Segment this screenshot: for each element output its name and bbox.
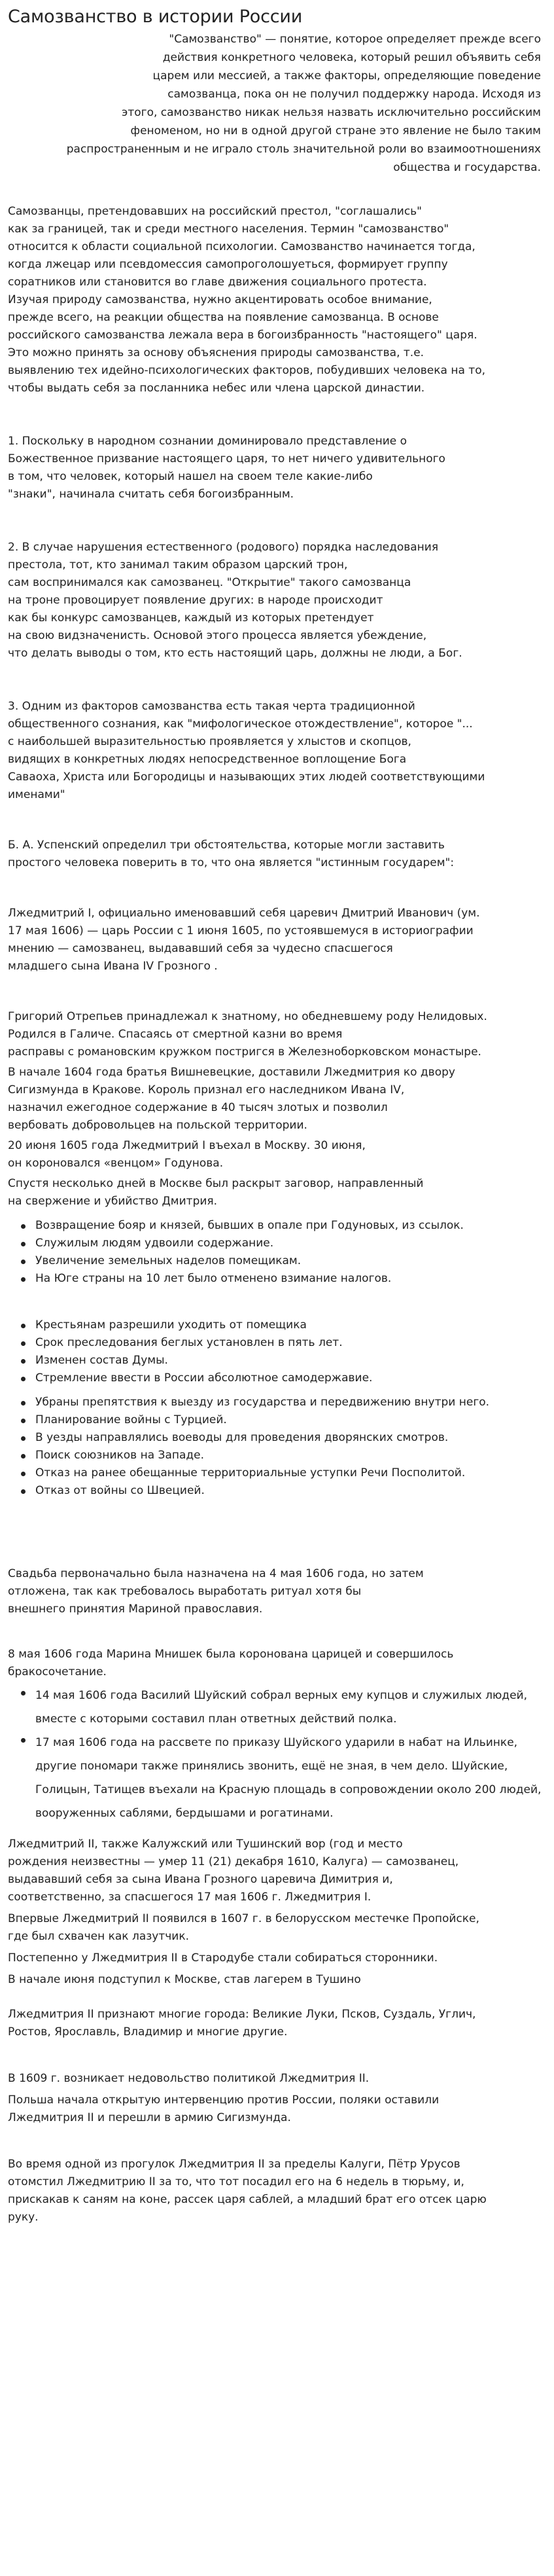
reforms-list-a <box>8 1217 546 1288</box>
reforms-list-c <box>8 1394 546 1500</box>
list-item: Убраны препятствия к выезду из государства и передвижению внутри него. <box>35 1394 546 1411</box>
list-item: Крестьянам разрешили уходить от помещика <box>35 1316 546 1334</box>
point-1-paragraph: 1. Поскольку в народном сознании доминировало представление о Божественное призвание настоящего царя, то нет ничего удивительного в том, что человек, который нашел на своем теле какие-либо "знаки", начинала считать себя богоизбранным. <box>8 435 445 501</box>
page-title: Самозванство в истории России <box>8 7 303 27</box>
list-item: Срок преследования беглых установлен в пять лет. <box>35 1334 546 1352</box>
tushino-paragraph: В начале июня подступил к Москве, став лагерем в Тушино <box>8 1973 361 1986</box>
year-1604-paragraph: В начале 1604 года братья Вишневецкие, доставили Лжедмитрия ко двору Сигизмунда в Кракове. Король признал его наследником Ивана IV, назначил ежегодное содержание в 40 тысяч злотых и позволил вербовать добровольцев на польской территории. <box>8 1066 455 1132</box>
list-item: Изменен состав Думы. <box>35 1352 546 1370</box>
false-dmitry-2-paragraph: Лжедмитрий II, также Калужский или Тушинский вор (год и место рождения неизвестны — умер 11 (21) декабря 1610, Калуга) — самозванец, выдававший себя за сына Ивана Грозного царевича Димитрия и, соответственно, за спасшегося 17 мая 1606 г. Лжедмитрия I. <box>8 1838 459 1904</box>
list-item: Отказ на ранее обещанные территориальные уступки Речи Посполитой. <box>35 1464 546 1482</box>
cities-paragraph: Лжедмитрия II признают многие города: Великие Луки, Псков, Суздаль, Углич, Ростов, Ярославль, Владимир и многие другие. <box>8 2008 476 2039</box>
list-item: Планирование войны с Турцией. <box>35 1411 546 1429</box>
may-8-paragraph: 8 мая 1606 года Марина Мнишек была коронована царицей и совершилось бракосочетание. <box>8 1648 454 1678</box>
intro-paragraph: Самозванцы, претендовавших на российский престол, "соглашались" как за границей, так и среди местного населения. Термин "самозванство" относится к области социальной психологии. Самозванство начинается тогда, когда лжецар или псевдомессия самопроголошуеться, формирует группу соратников или становится во главе движения социального протеста. Изучая природу самозванства, нужно акцентировать особое внимание, прежде всего, на реакции общества на появление самозванца. В основе российского самозванства лежала вера в богоизбранность "настоящего" царя. Это можно принять за основу объяснения природы самозванства, т.е. выявлению тех идейно-психологических факторов, побудивших человека на то, чтобы выдать себя за посланника небес или члена царской династии. <box>8 205 485 395</box>
wedding-paragraph: Свадьба первоначально была назначена на 4 мая 1606 года, но затем отложена, так как требовалось выработать ритуал хотя бы внешнего принятия Мариной православия. <box>8 1567 424 1616</box>
uspensky-paragraph: Б. А. Успенский определил три обстоятельства, которые могли заставить простого человека поверить в то, что она является "истинным государем": <box>8 839 455 869</box>
coronation-paragraph: 20 июня 1605 года Лжедмитрий I въехал в Москву. 30 июня, он короновался «венцом» Годунова. <box>8 1139 366 1170</box>
starodub-paragraph: Постепенно у Лжедмитрия II в Стародубе стали собираться сторонники. <box>8 1951 438 1965</box>
events-list <box>8 1684 546 1825</box>
list-item: Отказ от войны со Швецией. <box>35 1482 546 1500</box>
list-item: В уезды направлялись воеводы для проведения дворянских смотров. <box>35 1429 546 1447</box>
poland-paragraph: Польша начала открытую интервенцию против России, поляки оставили Лжедмитрия II и перешли в армию Сигизмунда. <box>8 2094 440 2124</box>
list-item: Увеличение земельных наделов помещикам. <box>35 1252 546 1270</box>
point-3-paragraph: 3. Одним из факторов самозванства есть такая черта традиционной общественного сознания, как "мифологическое отождествление", которое "... с наибольшей выразительностью проявляется у хлыстов и скопцов, видящих в конкретных людях непосредственное воплощение Бога Саваоха, Христа или Богородицы и называющих этих людей соответствующими именами" <box>8 700 485 801</box>
list-item: Поиск союзников на Западе. <box>35 1447 546 1464</box>
otrepyev-paragraph: Григорий Отрепьев принадлежал к знатному, но обедневшему роду Нелидовых. Родился в Галиче. Спасаясь от смертной казни во время расправы с романовским кружком постригся в Железноборковском монастыре. <box>8 1010 487 1059</box>
list-item: 17 мая 1606 года на рассвете по приказу Шуйского ударили в набат на Ильинке, другие пономари также принялись звонить, ещё не зная, в чем дело. Шуйские, Голицын, Татищев въехали на Красную площадь в сопровождении около 200 людей, вооруженных саблями, бердышами и рогатинами. <box>35 1731 546 1825</box>
epigraph: "Самозванство" — понятие, которое определяет прежде всего действия конкретного человека, который решил объявить себя царем или мессией, а также факторы, определяющие поведение самозванца, пока он не получил поддержку народа. Исходя из этого, самозванство никак нельзя назвать исключительно российским феноменом, но ни в одной другой стране это явление не было таким распространенным и не играло столь значительной роли во взаимоотношениях общества и государства. <box>66 33 541 174</box>
list-item: Стремление ввести в России абсолютное самодержавие. <box>35 1370 546 1387</box>
urusov-paragraph: Во время одной из прогулок Лжедмитрия II за пределы Калуги, Пётр Урусов отомстил Лжедмитрию II за то, что тот посадил его на 6 недель в тюрьму, и, прискакав к саням на коне, рассек царя саблей, а младший брат его отсек царю руку. <box>8 2158 487 2224</box>
reforms-list-b <box>8 1316 546 1387</box>
page <box>0 5 554 2576</box>
conspiracy-paragraph: Спустя несколько дней в Москве был раскрыт заговор, направленный на свержение и убийство Дмитрия. <box>8 1177 424 1208</box>
propoisk-paragraph: Впервые Лжедмитрий II появился в 1607 г. в белорусском местечке Пропойске, где был схвачен как лазутчик. <box>8 1912 479 1943</box>
point-2-paragraph: 2. В случае нарушения естественного (родового) порядка наследования престола, тот, кто занимал таким образом царский трон, сам воспринимался как самозванец. "Открытие" такого самозванца на троне провоцирует появление других: в народе происходит как бы конкурс самозванцев, каждый из которых претендует на свою видзначенисть. Основой этого процесса является убеждение, что делать выводы о том, кто есть настоящий царь, должны не люди, а Бог. <box>8 541 462 660</box>
list-item: 14 мая 1606 года Василий Шуйский собрал верных ему купцов и служилых людей, вместе с которыми составил план ответных действий полка. <box>35 1684 546 1731</box>
list-item: Служилым людям удвоили содержание. <box>35 1235 546 1252</box>
year-1609-paragraph: В 1609 г. возникает недовольство политикой Лжедмитрия II. <box>8 2072 370 2085</box>
list-item: На Юге страны на 10 лет было отменено взимание налогов. <box>35 1270 546 1288</box>
false-dmitry-1-paragraph: Лжедмитрий I, официально именовавший себя царевич Дмитрий Иванович (ум. 17 мая 1606) — царь России с 1 июня 1605, по устоявшемуся в историографии мнению — самозванец, выдававший себя за чудесно спасшегося младшего сына Ивана IV Грозного . <box>8 907 480 973</box>
list-item: Возвращение бояр и князей, бывших в опале при Годуновых, из ссылок. <box>35 1217 546 1235</box>
